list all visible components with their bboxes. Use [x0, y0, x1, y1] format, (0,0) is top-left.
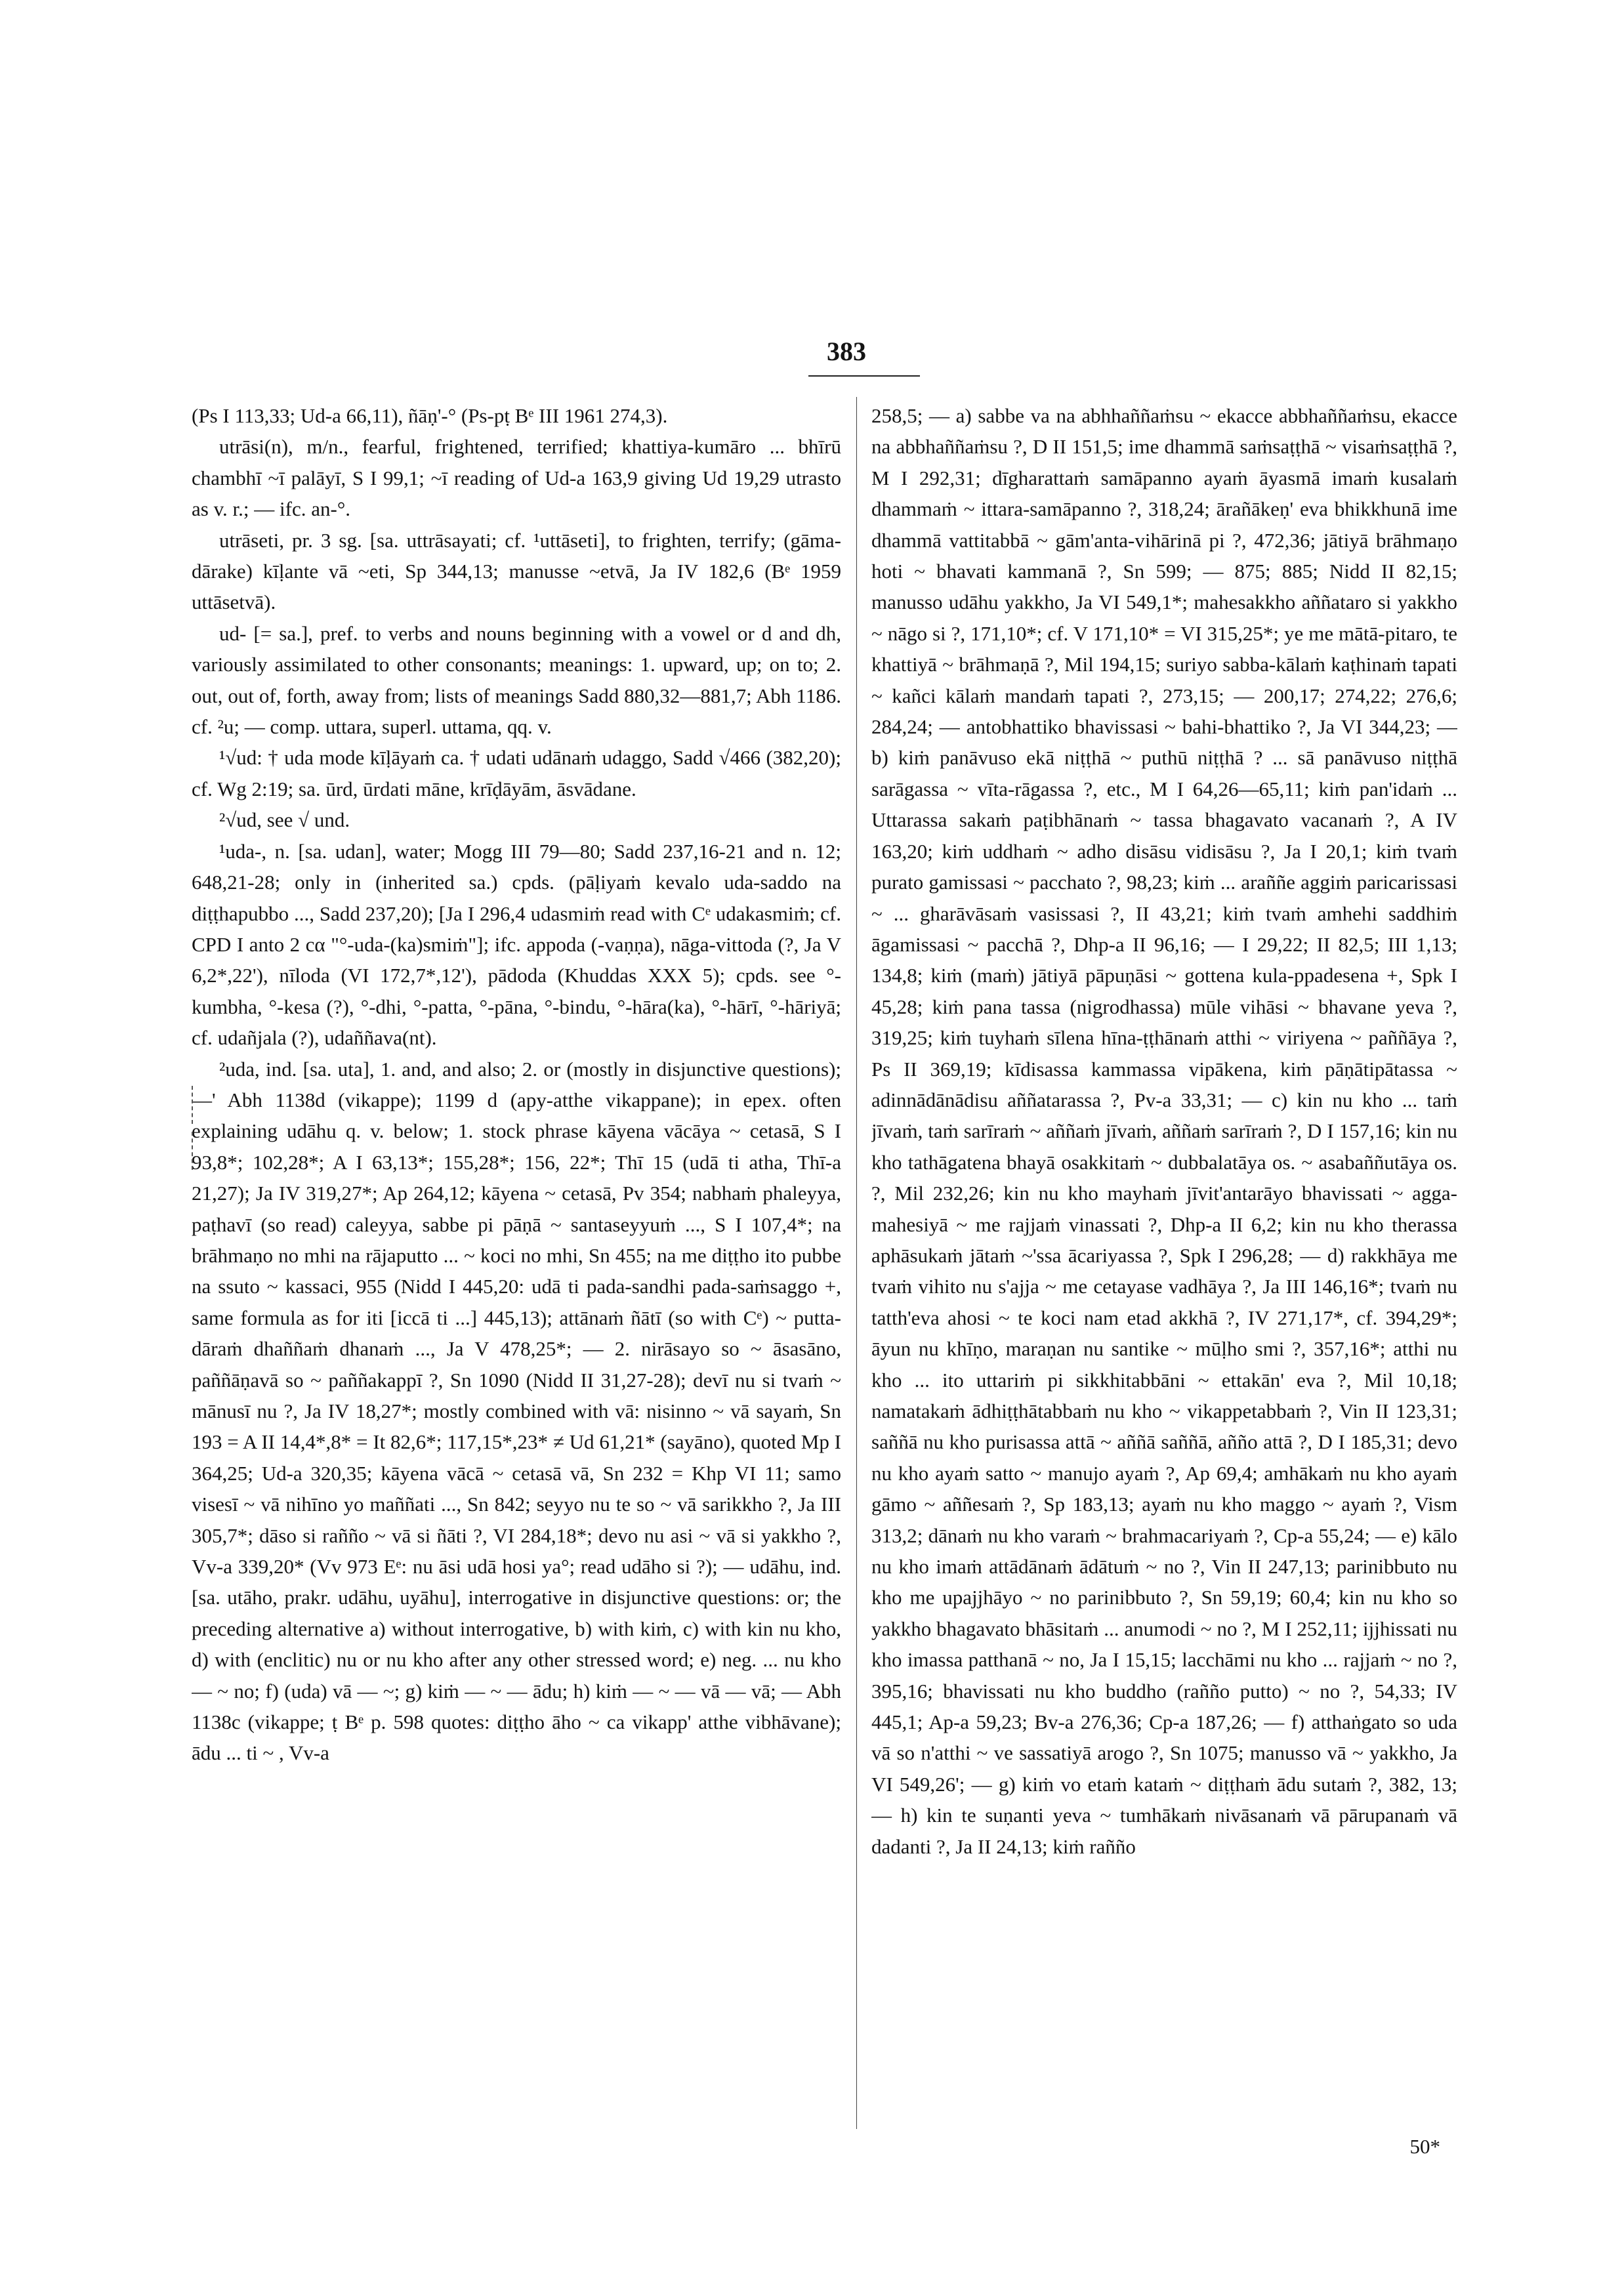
- header-rule: [808, 375, 920, 377]
- entry-continuation: (Ps I 113,33; Ud-a 66,11), ñāṇ'-° (Ps-pṭ Bᵉ III 1961 274,3).: [192, 404, 668, 427]
- entry-uda-ind: ²uda, ind. [sa. uta], 1. and, and also; 2. or (mostly in disjunctive questions); —' Abh 1138d (vikappe); 1199 d (apy-atthe vikappane); in epex. often explaining udāhu q. v. below; 1. stock phrase kāyena vācāya ~ cetasā, S I 93,8*; 102,28*; A I 63,13*; 155,28*; 156, 22*; Thī 15 (udā ti atha, Thī-a 21,27); Ja IV 319,27*; Ap 264,12; kāyena ~ cetasā, Pv 354; nabhaṁ phaleyya, paṭhavī (so read) caleyya, sabbe pi pāṇā ~ santaseyyuṁ ..., S I 107,4*; na brāhmaṇo no mhi na rājaputto ... ~ koci no mhi, Sn 455; na me diṭṭho ito pubbe na ssuto ~ kassaci, 955 (Nidd I 445,20: udā ti pada-sandhi pada-saṁsaggo +, same formula as for iti [iccā ti ...] 445,13); attānaṁ ñātī (so with Cᵉ) ~ putta-dāraṁ dhaññaṁ dhanaṁ ..., Ja V 478,25*; — 2. nirāsayo so ~ āsasāno, paññāṇavā so ~ paññakappī ?, Sn 1090 (Nidd II 31,27-28); devī nu si tvaṁ ~ mānusī nu ?, Ja IV 18,27*; mostly combined with vā: nisinno ~ vā sayaṁ, Sn 193 = A II 14,4*,8* = It 82,6*; 117,15*,23* ≠ Ud 61,21* (sayāno), quoted Mp I 364,25; Ud-a 320,35; kāyena vācā ~ cetasā vā, Sn 232 = Khp VI 11; samo visesī ~ vā nihīno yo maññati ..., Sn 842; seyyo nu te so ~ vā sarikkho ?, Ja III 305,7*; dāso si rañño ~ vā si ñāti ?, VI 284,18*; devo nu asi ~ vā si yakkho ?, Vv-a 339,20* (Vv 973 Eᵉ: nu āsi udā hosi ya°; read udāho si ?); — udāhu, ind. [sa. utāho, prakr. udāhu, uyāhu], interrogative in disjunctive questions: or; the preceding alternative a) without interrogative, b) with kiṁ, c) with kin nu kho, d) with (enclitic) nu or nu kho after any other stressed word; e) neg. ... nu kho — ~ no; f) (uda) vā — ~; g) kiṁ — ~ — ādu; h) kiṁ — ~ — vā — vā; — Abh 1138c (vikappe; ṭ Bᵉ p. 598 quotes: diṭṭho āho ~ ca vikapp' atthe vibhāvane); ādu ... ti ~ , Vv-a: [192, 1057, 841, 1765]
- entry-root-ud-1: ¹√ud: † uda mode kīḷāyaṁ ca. † udati udānaṁ udaggo, Sadd √466 (382,20); cf. Wg 2:19; sa. ūrd, ūrdati māne, krīḍāyām, āsvādane.: [192, 746, 841, 800]
- margin-mark: [192, 1086, 193, 1124]
- entry-root-ud-2: ²√ud, see √ und.: [219, 808, 350, 832]
- signature-mark: 50*: [1409, 2135, 1440, 2158]
- left-column: [192, 400, 841, 2132]
- entry-uda-noun: ¹uda-, n. [sa. udan], water; Mogg III 79—80; Sadd 237,16-21 and n. 12; 648,21-28; only in (inherited sa.) cpds. (pāḷiyaṁ kevalo uda-saddo na diṭṭhapubbo ..., Sadd 237,20); [Ja I 296,4 udasmiṁ read with Cᵉ udakasmiṁ; cf. CPD I anto 2 cα "°-uda-(ka)smiṁ"]; ifc. appoda (-vaṇṇa), nāga-vittoda (?, Ja V 6,2*,22'), nīloda (VI 172,7*,12'), pādoda (Khuddas XXX 5); cpds. see °-kumbha, °-kesa (?), °-dhi, °-patta, °-pāna, °-bindu, °-hāra(ka), °-hārī, °-hāriyā; cf. udañjala (?), udaññava(nt).: [192, 839, 841, 1050]
- entry-ud-prefix: ud- [= sa.], pref. to verbs and nouns beginning with a vowel or d and dh, variously assimilated to other consonants; meanings: 1. upward, up; on to; 2. out, out of, forth, away from; lists of meanings Sadd 880,32—881,7; Abh 1186. cf. ²u; — comp. uttara, superl. uttama, qq. v.: [192, 621, 841, 739]
- page-number: 383: [827, 337, 866, 366]
- right-column: [871, 400, 1457, 2132]
- entry-utraseti: utrāseti, pr. 3 sg. [sa. uttrāsayati; cf. ¹uttāseti], to frighten, terrify; (gāma-dārake) kīḷante vā ~eti, Sp 344,13; manusse ~etvā, Ja IV 182,6 (Bᵉ 1959 uttāsetvā).: [192, 528, 841, 614]
- column-divider: [856, 397, 857, 2129]
- margin-mark: [192, 1132, 193, 1170]
- entry-continuation: 258,5; — a) sabbe va na abhhaññaṁsu ~ ekacce abbhaññaṁsu, ekacce na abbhaññaṁsu ?, D II 151,5; ime dhammā saṁsaṭṭhā ~ visaṁsaṭṭhā ?, M I 292,31; dīgharattaṁ samāpanno ayaṁ āyasmā imaṁ kusalaṁ dhammaṁ ~ ittara-samāpanno ?, 318,24; ārañākeṇ' eva bhikkhunā ime dhammā vattitabbā ~ gām'anta-vihārinā pi ?, 472,36; jātiyā brāhmaṇo hoti ~ bhavati kammanā ?, Sn 599; — 875; 885; Nidd II 82,15; manusso udāhu yakkho, Ja VI 549,1*; mahesakkho aññataro si yakkho ~ nāgo si ?, 171,10*; cf. V 171,10* = VI 315,25*; ye me mātā-pitaro, te khattiyā ~ brāhmaṇā ?, Mil 194,15; suriyo sabba-kālaṁ kaṭhinaṁ tapati ~ kañci kālaṁ mandaṁ tapati ?, 273,15; — 200,17; 274,22; 276,6; 284,24; — antobhattiko bhavissasi ~ bahi-bhattiko ?, Ja VI 344,23; — b) kiṁ panāvuso ekā niṭṭhā ~ puthū niṭṭhā ? ... sā panāvuso niṭṭhā sarāgassa ~ vīta-rāgassa ?, etc., M I 64,26—65,11; kiṁ pan'idaṁ ... Uttarassa sakaṁ paṭibhānaṁ ~ tassa bhagavato vacanaṁ ?, A IV 163,20; kiṁ uddhaṁ ~ adho disāsu vidisāsu ?, Ja I 20,1; kiṁ tvaṁ purato gamissasi ~ pacchato ?, 98,23; kiṁ ... araññe aggiṁ paricarissasi ~ ... gharāvāsaṁ vasissasi ?, II 43,21; kiṁ tvaṁ amhehi saddhiṁ āgamissasi ~ pacchā ?, Dhp-a II 96,16; — I 29,22; II 82,5; III 1,13; 134,8; kiṁ (maṁ) jātiyā pāpuṇāsi ~ gottena kula-ppadesena +, Spk I 45,28; kiṁ pana tassa (nigrodhassa) mūle vihāsi ~ bhavane yeva ?, 319,25; kiṁ tuyhaṁ sīlena hīna-ṭṭhānaṁ atthi ~ viriyena ~ paññāya ?, Ps II 369,19; kīdisassa kammassa vipākena, kiṁ pāṇātipātassa ~ adinnādānādisu aññatarassa ?, Pv-a 33,31; — c) kin nu kho ... taṁ jīvaṁ, taṁ sarīraṁ ~ aññaṁ jīvaṁ, aññaṁ sarīraṁ ?, D I 157,16; kin nu kho tathāgatena bhayā osakkitaṁ ~ dubbalatāya os. ~ asabaññutāya os. ?, Mil 232,26; kin nu kho mayhaṁ jīvit'antarāyo bhavissati ~ agga-mahesiyā ~ me rajjaṁ vinassati ?, Dhp-a II 6,2; kin nu kho therassa aphāsukaṁ jātaṁ ~'ssa ācariyassa ?, Spk I 296,28; — d) rakkhāya me tvaṁ vihito nu s'ajja ~ me cetayase vadhāya ?, Ja III 146,16*; tvaṁ nu tatth'eva ahosi ~ te koci nam etad akkhā ?, IV 271,17*, cf. 394,29*; āyun nu khīṇo, maraṇan nu santike ~ mūḷho smi ?, 357,16*; atthi nu kho ... ito uttariṁ pi sikkhitabbāni ~ ettakān' eva ?, Mil 10,18; namatakaṁ ādhiṭṭhātabbaṁ nu kho ~ vikappetabbaṁ ?, Vin II 123,31; saññā nu kho purisassa attā ~ aññā saññā, añño attā ?, D I 185,31; devo nu kho ayaṁ satto ~ manujo ayaṁ ?, Ap 69,4; amhākaṁ nu kho ayaṁ gāmo ~ aññesaṁ ?, Sp 183,13; ayaṁ nu kho maggo ~ ayaṁ ?, Vism 313,2; dānaṁ nu kho varaṁ ~ brahmacariyaṁ ?, Cp-a 55,24; — e) kālo nu kho imaṁ attādānaṁ ādātuṁ ~ no ?, Vin II 247,13; parinibbuto nu kho me upajjhāyo ~ no parinibbuto ?, Sn 59,19; 60,4; kin nu kho so yakkho bhagavato bhāsitaṁ ... anumodi ~ no ?, M I 252,11; ijjhissati nu kho imassa patthanā ~ no, Ja I 15,15; lacchāmi nu kho ... rajjaṁ ~ no ?, 395,16; bhavissati nu kho buddho (rañño putto) ~ no ?, 54,33; IV 445,1; Ap-a 59,23; Bv-a 276,36; Cp-a 187,26; — f) atthaṅgato so uda vā so n'atthi ~ ve sassatiyā arogo ?, Sn 1075; manusso vā ~ yakkho, Ja VI 549,26'; — g) kiṁ vo etaṁ kataṁ ~ diṭṭhaṁ ādu sutaṁ ?, 382, 13; — h) kin te suṇanti yeva ~ tumhākaṁ nivāsanaṁ vā pārupanaṁ vā dadanti ?, Ja II 24,13; kiṁ rañño: [871, 404, 1457, 1858]
- entry-utrasin: utrāsi(n), m/n., fearful, frightened, terrified; khattiya-kumāro ... bhīrū chambhī ~ī palāyī, S I 99,1; ~ī reading of Ud-a 163,9 giving Ud 19,29 utrasto as v. r.; — ifc. an-°.: [192, 435, 841, 521]
